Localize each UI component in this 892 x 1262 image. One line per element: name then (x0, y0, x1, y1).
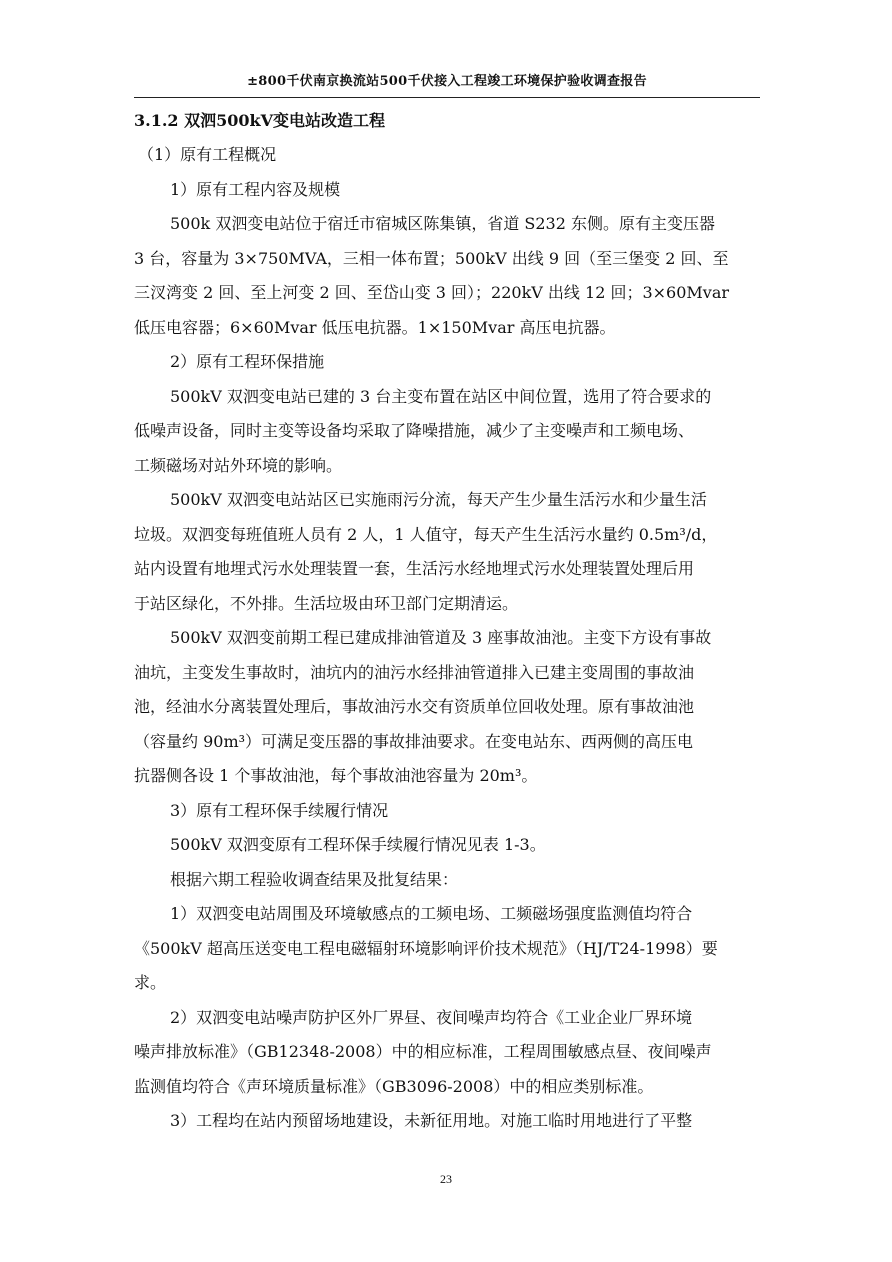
paragraph-line: 根据六期工程验收调查结果及批复结果： (170, 869, 459, 889)
document-body (134, 104, 760, 1139)
paragraph-line: 2）双泗变电站噪声防护区外厂界昼、夜间噪声均符合《工业企业厂界环境 (170, 1007, 693, 1027)
paragraph-line: 3 台，容量为 3×750MVA，三相一体布置；500kV 出线 9 回（至三堡变 2 回、至 (134, 248, 729, 268)
paragraph-line: 池，经油水分离装置处理后，事故油污水交有资质单位回收处理。原有事故油池 (134, 697, 695, 716)
paragraph-line: 油坑，主变发生事故时，油坑内的油污水经排油管道排入已建主变周围的事故油 (134, 662, 695, 682)
item-heading: 2）原有工程环保措施 (170, 352, 325, 371)
paragraph-line: 监测值均符合《声环境质量标准》（GB3096-2008）中的相应类别标准。 (134, 1076, 654, 1096)
paragraph-line: 1）双泗变电站周围及环境敏感点的工频电场、工频磁场强度监测值均符合 (170, 904, 693, 923)
paragraph-line: （容量约 90m³）可满足变压器的事故排油要求。在变电站东、西两侧的高压电 (134, 731, 694, 751)
section-heading: 3.1.2 双泗500kV变电站改造工程 (134, 111, 386, 130)
paragraph-line: 工频磁场对站外环境的影响。 (134, 455, 343, 475)
paragraph-line: 低噪声设备，同时主变等设备均采取了降噪措施，减少了主变噪声和工频电场、 (134, 421, 695, 440)
paragraph-line: 噪声排放标准》（GB12348-2008）中的相应标准，工程周围敏感点昼、夜间噪声 (134, 1042, 712, 1061)
report-header-title: ±800千伏南京换流站500千伏接入工程竣工环境保护验收调查报告 (247, 74, 647, 89)
paragraph-line: 抗器侧各设 1 个事故油池，每个事故油池容量为 20m³。 (134, 766, 538, 785)
paragraph-line: 《500kV 超高压送变电工程电磁辐射环境影响评价技术规范》（HJ/T24-1998）要 (134, 938, 718, 958)
paragraph-line: 求。 (134, 973, 167, 992)
paragraph-line: 低压电容器；6×60Mvar 低压电抗器。1×150Mvar 高压电抗器。 (134, 317, 616, 337)
item-heading: 3）原有工程环保手续履行情况 (170, 800, 389, 820)
subsection-heading: （1）原有工程概况 (138, 145, 277, 164)
paragraph-line: 500kV 双泗变原有工程环保手续履行情况见表 1-3。 (170, 835, 546, 854)
paragraph-line: 三汊湾变 2 回、至上河变 2 回、至岱山变 3 回）；220kV 出线 12 回；3×60Mvar (134, 283, 730, 302)
paragraph-line: 于站区绿化，不外排。生活垃圾由环卫部门定期清运。 (134, 593, 519, 613)
page-number: 23 (440, 1172, 452, 1186)
paragraph-line: 500kV 双泗变前期工程已建成排油管道及 3 座事故油池。主变下方设有事故 (170, 628, 712, 647)
item-heading: 1）原有工程内容及规模 (170, 179, 341, 199)
header-divider (134, 97, 760, 98)
paragraph-line: 站内设置有地埋式污水处理装置一套，生活污水经地埋式污水处理装置处理后用 (134, 559, 695, 578)
paragraph-line: 500kV 双泗变电站已建的 3 台主变布置在站区中间位置，选用了符合要求的 (170, 386, 712, 406)
paragraph-line: 500k 双泗变电站位于宿迁市宿城区陈集镇，省道 S232 东侧。原有主变压器 (170, 214, 715, 233)
paragraph-line: 垃圾。双泗变每班值班人员有 2 人，1 人值守，每天产生生活污水量约 0.5m³/d， (134, 524, 718, 544)
paragraph-line: 500kV 双泗变电站站区已实施雨污分流，每天产生少量生活污水和少量生活 (170, 490, 707, 509)
paragraph-line: 3）工程均在站内预留场地建设，未新征用地。对施工临时用地进行了平整 (170, 1111, 693, 1130)
